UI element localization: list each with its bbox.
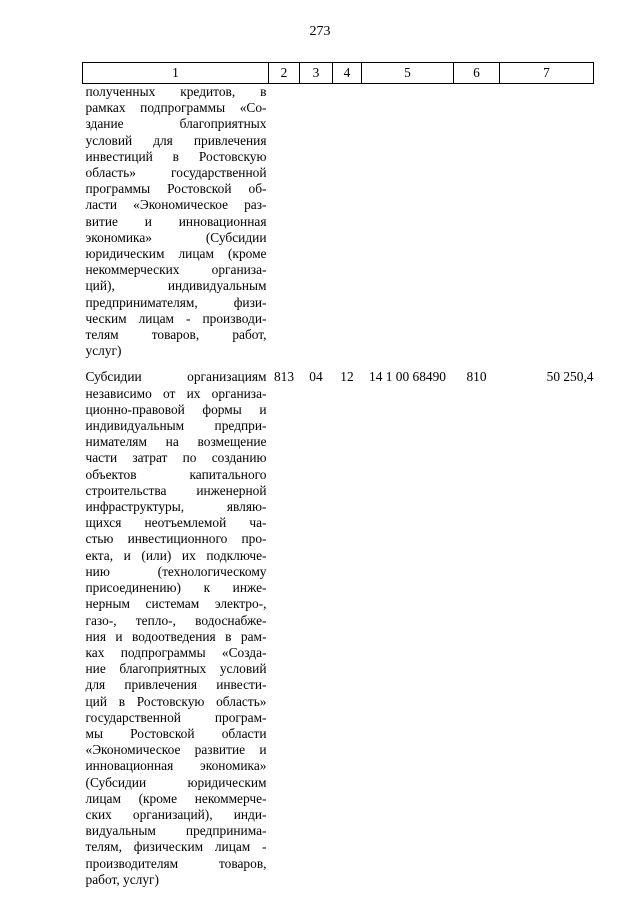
column-number-5: 5 [362,63,454,84]
description-line: ласти «Экономическое раз- [85,197,267,213]
column-number-row [83,63,594,84]
description-line: «Экономическое развитие и [85,742,267,758]
description-line: присоединению) к инже- [85,580,267,596]
ministry-code [269,84,300,360]
description-line: екта, и (или) их подключе- [85,547,267,563]
description-line: область» государственной [85,165,267,181]
expense-type-code: 810 [466,369,487,385]
subsection-code: 12 [340,369,354,385]
description-line: Субсидии организациям [85,369,267,385]
target-article-code [362,84,454,360]
description-line: телям товаров, работ, [85,327,267,343]
description-line: полученных кредитов, в [85,84,267,99]
description-line: рамках подпрограммы «Со- [85,100,267,116]
description-line: государственной програм- [85,709,267,725]
description-line: инвестиций в Ростовскую [85,148,267,164]
description-line: ских организаций), инди- [85,806,267,822]
amount: 50 250,4 [546,369,594,385]
description-line: ций в Ростовскую область» [85,693,267,709]
description-line: части затрат по созданию [85,450,267,466]
description-line: условий для привлечения [85,132,267,148]
description-line: объектов капитального [85,466,267,482]
description-line: юридическим лицам (кроме [85,246,267,262]
description-line: независимо от их организа- [85,385,267,401]
subsection-code [333,84,362,360]
description-line: строительства инженерной [85,482,267,498]
description-line: предпринимателям, физи- [85,294,267,310]
description-line: стью инвестиционного про- [85,531,267,547]
description-line: инфраструктуры, являю- [85,499,267,515]
table-row [83,359,594,888]
section-code: 04 [309,369,323,385]
description-line: ках подпрограммы «Созда- [85,644,267,660]
description-line: мы Ростовской области [85,725,267,741]
description-line: ния и водоотведения в рам- [85,628,267,644]
description-line: индивидуальным предпри- [85,418,267,434]
section-code [300,84,333,360]
column-number-4: 4 [333,63,362,84]
row-description [83,84,269,360]
target-article-code: 14 1 00 68490 [369,369,446,385]
description-line: некоммерческих организа- [85,262,267,278]
description-line: видуальным предпринима- [85,823,267,839]
table-row [83,84,594,360]
expense-type-code [454,84,500,360]
description-line: нимателям на возмещение [85,434,267,450]
description-line: ций), индивидуальным [85,278,267,294]
description-line: инновационная экономика» [85,758,267,774]
ministry-code: 813 [273,369,295,385]
description-line: ционно-правовой формы и [85,401,267,417]
column-number-3: 3 [300,63,333,84]
description-line: витие и инновационная [85,213,267,229]
description-line: программы Ростовской об- [85,181,267,197]
description-line: щихся неотъемлемой ча- [85,515,267,531]
description-line: здание благоприятных [85,116,267,132]
description-line: газо-, тепло-, водоснабже- [85,612,267,628]
description-line: ние благоприятных условий [85,661,267,677]
description-line: работ, услуг) [85,871,159,887]
description-line: услуг) [85,343,122,359]
description-line: нерным системам электро-, [85,596,267,612]
column-number-7: 7 [500,63,594,84]
description-line: нию (технологическому [85,563,267,579]
budget-table [82,62,594,888]
description-line: для привлечения инвести- [85,677,267,693]
page-number: 273 [309,24,331,39]
description-line: телям, физическим лицам - [85,839,267,855]
description-line: экономика» (Субсидии [85,229,267,245]
amount [500,84,594,360]
column-number-6: 6 [454,63,500,84]
description-line: ческим лицам - производи- [85,310,267,326]
description-line: (Субсидии юридическим [85,774,267,790]
row-description [83,359,269,888]
description-line: производителям товаров, [85,855,267,871]
column-number-2: 2 [269,63,300,84]
description-line: лицам (кроме некоммерче- [85,790,267,806]
column-number-1: 1 [83,63,269,84]
